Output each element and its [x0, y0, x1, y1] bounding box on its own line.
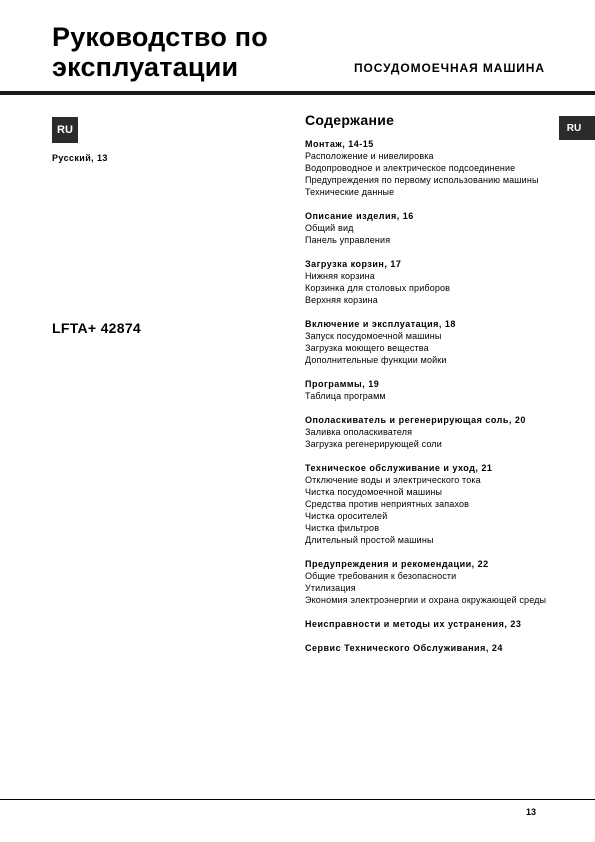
table-of-contents	[305, 110, 555, 666]
toc-item: Общие требования к безопасности	[305, 571, 457, 581]
toc-section	[305, 462, 555, 546]
model-name: LFTA+ 42874	[52, 320, 142, 336]
toc-item: Загрузка моющего вещества	[305, 343, 429, 353]
toc-section-heading: Монтаж, 14-15	[305, 139, 374, 149]
toc-section-heading: Ополаскиватель и регенерирующая соль, 20	[305, 415, 526, 425]
product-type: ПОСУДОМОЕЧНАЯ МАШИНА	[354, 61, 545, 75]
toc-item: Таблица программ	[305, 391, 386, 401]
toc-item: Общий вид	[305, 223, 354, 233]
toc-item: Запуск посудомоечной машины	[305, 331, 442, 341]
language-page-ref: Русский, 13	[52, 153, 108, 163]
toc-item: Нижняя корзина	[305, 271, 375, 281]
footer-divider	[0, 799, 595, 800]
toc-item: Корзинка для столовых приборов	[305, 283, 451, 293]
toc-item: Дополнительные функции мойки	[305, 355, 447, 365]
side-language-tab: RU	[559, 116, 595, 140]
toc-item: Чистка фильтров	[305, 523, 380, 533]
toc-section	[305, 258, 555, 306]
toc-item: Чистка посудомоечной машины	[305, 487, 443, 497]
toc-sections	[305, 138, 555, 654]
toc-item: Верхняя корзина	[305, 295, 378, 305]
toc-section	[305, 318, 555, 366]
toc-item: Экономия электроэнергии и охрана окружающей среды	[305, 595, 547, 605]
page-number: 13	[526, 807, 537, 817]
toc-item: Отключение воды и электрического тока	[305, 475, 481, 485]
title-line-1: Руководство по	[52, 22, 268, 52]
toc-item: Предупреждения по первому использованию машины	[305, 175, 539, 185]
title-line-2: эксплуатации	[52, 52, 239, 82]
toc-item: Загрузка регенерирующей соли	[305, 439, 442, 449]
toc-item: Панель управления	[305, 235, 391, 245]
toc-item: Технические данные	[305, 187, 395, 197]
page-title	[52, 22, 268, 82]
toc-title: Содержание	[305, 112, 395, 128]
toc-section	[305, 558, 555, 606]
toc-section-heading: Загрузка корзин, 17	[305, 259, 402, 269]
toc-section-heading: Описание изделия, 16	[305, 211, 414, 221]
toc-section-heading: Включение и эксплуатация, 18	[305, 319, 456, 329]
toc-section-heading: Программы, 19	[305, 379, 380, 389]
toc-section	[305, 210, 555, 246]
toc-item: Расположение и нивелировка	[305, 151, 434, 161]
toc-item: Утилизация	[305, 583, 356, 593]
toc-item: Длительный простой машины	[305, 535, 434, 545]
toc-section	[305, 618, 555, 630]
toc-section	[305, 378, 555, 402]
toc-section-heading: Техническое обслуживание и уход, 21	[305, 463, 493, 473]
toc-section	[305, 642, 555, 654]
toc-section-heading: Предупреждения и рекомендации, 22	[305, 559, 489, 569]
toc-item: Водопроводное и электрическое подсоединение	[305, 163, 516, 173]
toc-item: Заливка ополаскивателя	[305, 427, 413, 437]
toc-section	[305, 414, 555, 450]
toc-item: Средства против неприятных запахов	[305, 499, 470, 509]
toc-section-heading: Неисправности и методы их устранения, 23	[305, 619, 522, 629]
language-badge: RU	[52, 117, 78, 143]
toc-section-heading: Сервис Технического Обслуживания, 24	[305, 643, 503, 653]
toc-item: Чистка оросителей	[305, 511, 388, 521]
toc-section	[305, 138, 555, 198]
header-divider	[0, 91, 595, 95]
